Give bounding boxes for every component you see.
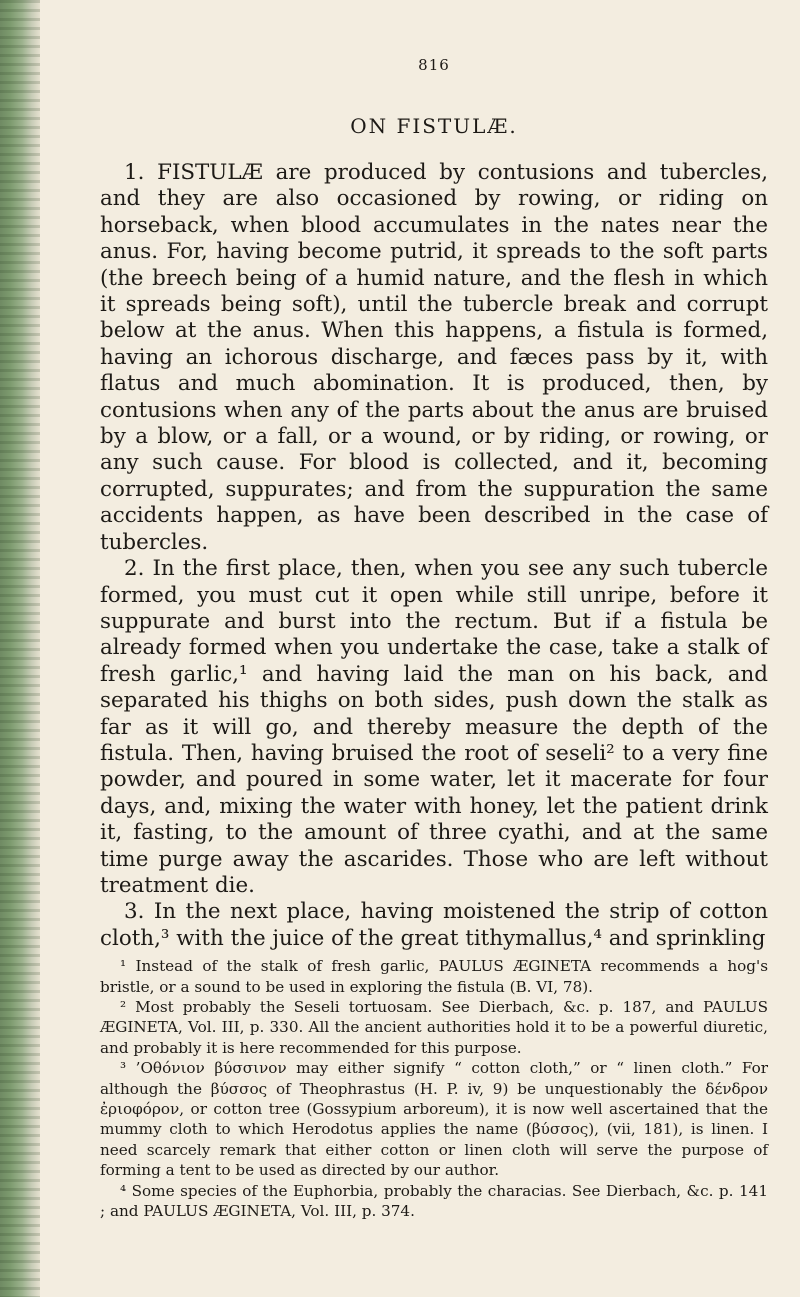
paragraph-1: 1. FISTULÆ are produced by contusions and tubercles, and they are also occasioned by rowing, or riding on horseback, when blood accumulates in the nates near the anus. For, having become putrid, it spreads to the soft parts (the breech being of a humid nature, and the flesh in which it spreads being soft), until the tubercle break and corrupt below at the anus. When this happens, a fistula is formed, having an ichorous discharge, and fæces pass by it, with flatus and much abomination. It is produced, then, by contusions when any of the parts about the anus are bruised by a blow, or a fall, or a wound, or by riding, or rowing, or any such cause. For blood is collected, and it, becoming corrupted, suppurates; and from the suppuration the same accidents happen, as have been described in the case of tubercles. bbox=[100, 160, 768, 555]
book-binding-edge bbox=[0, 0, 40, 1297]
page-title: ON FISTULÆ. bbox=[350, 114, 518, 138]
footnote-2: ² Most probably the Seseli tortuosam. See Dierbach, &c. p. 187, and PAULUS ÆGINETA, Vol. III, p. 330. All the ancient authorities hold it to be a powerful diuretic, and probably it is here recommended for this purpose. bbox=[100, 998, 768, 1057]
footnote-1: ¹ Instead of the stalk of fresh garlic, PAULUS ÆGINETA recommends a hog's bristle, or a sound to be used in exploring the fistula (B. VI, 78). bbox=[100, 957, 768, 996]
paragraph-3: 3. In the next place, having moistened the strip of cotton cloth,³ with the juice of the great tithymallus,⁴ and sprinkling bbox=[100, 899, 768, 951]
book-page bbox=[100, 56, 768, 1221]
footnote-4: ⁴ Some species of the Euphorbia, probably the characias. See Dierbach, &c. p. 141 ; and PAULUS ÆGINETA, Vol. III, p. 374. bbox=[100, 1181, 768, 1221]
page-number: 816 bbox=[418, 56, 450, 74]
paragraph-2: 2. In the first place, then, when you see any such tubercle formed, you must cut it open while still unripe, before it suppurate and burst into the rectum. But if a fistula be already formed when you undertake the case, take a stalk of fresh garlic,¹ and having laid the man on his back, and separated his thighs on both sides, push down the stalk as far as it will go, and thereby measure the depth of the fistula. Then, having bruised the root of seseli² to a very fine powder, and poured in some water, let it macerate for four days, and, mixing the water with honey, let the patient drink it, fasting, to the amount of three cyathi, and at the same time purge away the ascarides. Those who are left without treatment die. bbox=[100, 556, 768, 898]
footnotes bbox=[100, 956, 768, 1221]
body-text bbox=[100, 160, 768, 952]
footnote-3: ³ ’Οθόνιον βύσσινον may either signify “ cotton cloth,” or “ linen cloth.” For although the βύσσος of Theophrastus (H. P. iv, 9) be unquestionably the δένδρον ἐριοφόρον, or cotton tree (Gossypium arboreum), it is now well ascertained that the mummy cloth to which Herodotus applies the name (βύσσος), (vii, 181), is linen. I need scarcely remark that either cotton or linen cloth will serve the purpose of forming a tent to be used as directed by our author. bbox=[100, 1059, 768, 1180]
